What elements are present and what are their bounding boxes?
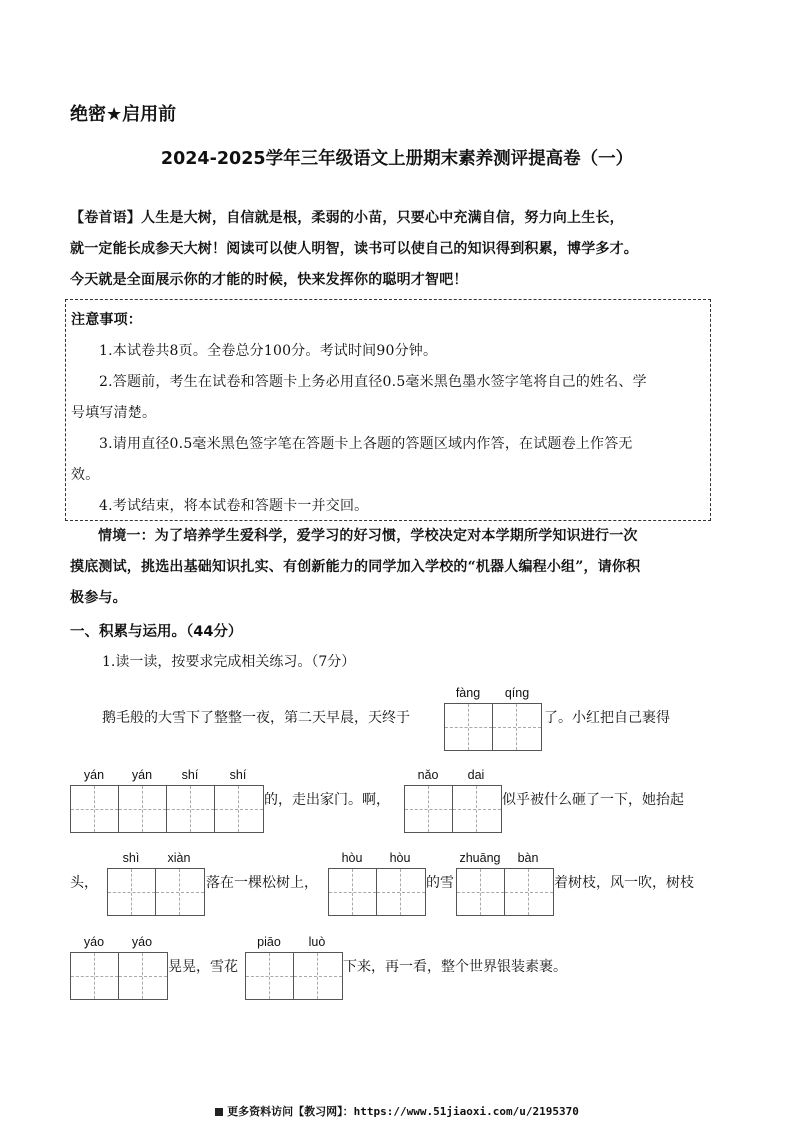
passage-text: 头， [70,875,98,891]
notes-item: 4.考试结束，将本试卷和答题卡一并交回。 [99,498,369,514]
pinyin: nǎo [417,768,439,782]
pinyin: fàng [455,686,481,700]
grid-cell[interactable] [71,786,119,832]
notes-item-cont: 效。 [71,467,100,483]
grid-cell[interactable] [119,786,167,832]
writing-grid[interactable] [70,785,264,833]
writing-grid[interactable] [70,952,168,1000]
passage-text: 的，走出家门。啊， [264,792,390,808]
grid-cell[interactable] [167,786,215,832]
pinyin: yán [83,768,105,782]
context-line: 摸底测试，挑选出基础知识扎实、有创新能力的同学加入学校的“机器人编程小组”，请你积 [70,559,641,575]
context-line: 极参与。 [70,590,127,606]
passage-text: 鹅毛般的大雪下了整整一夜，第二天早晨，天终于 [102,710,410,726]
passage-text: 下来，再一看，整个世界银装素裹。 [343,959,567,975]
passage-text: 了。小红把自己裹得 [544,710,670,726]
grid-cell[interactable] [329,869,377,915]
grid-cell[interactable] [294,953,342,999]
writing-grid[interactable] [107,868,205,916]
pinyin: luò [308,935,326,949]
passage-text: 的雪 [426,875,454,891]
writing-grid[interactable] [404,785,502,833]
grid-cell[interactable] [71,953,119,999]
grid-cell[interactable] [246,953,294,999]
context-line: 情境一：为了培养学生爱科学，爱学习的好习惯，学校决定对本学期所学知识进行一次 [98,528,638,544]
pinyin: yáo [131,935,153,949]
grid-cell[interactable] [445,704,493,750]
notes-item: 2.答题前，考生在试卷和答题卡上务必用直径0.5毫米黑色墨水签字笔将自己的姓名、学 [99,374,647,390]
notes-heading: 注意事项： [71,312,142,328]
question-prompt: 1.读一读，按要求完成相关练习。（7分） [102,654,356,670]
preface-line: 就一定能长成参天大树！阅读可以使人明智，读书可以使自己的知识得到积累，博学多才。 [70,241,638,257]
grid-cell[interactable] [119,953,167,999]
preface [70,203,720,296]
footer-link[interactable]: 更多资料访问【教习网】：https://www.51jiaoxi.com/u/2195370 [227,1105,579,1118]
pinyin: hòu [389,851,411,865]
pinyin: xiàn [167,851,191,865]
writing-grid[interactable] [444,703,542,751]
pinyin: qíng [504,686,530,700]
pinyin: bàn [517,851,539,865]
grid-cell[interactable] [108,869,156,915]
passage-text: 似乎被什么砸了一下，她抬起 [502,792,684,808]
writing-grid[interactable] [456,868,554,916]
grid-cell[interactable] [493,704,541,750]
notes-item: 3.请用直径0.5毫米黑色签字笔在答题卡上各题的答题区域内作答，在试题卷上作答无 [99,436,633,452]
pinyin: yán [131,768,153,782]
pinyin: piāo [257,935,281,949]
grid-cell[interactable] [453,786,501,832]
passage-text: 落在一棵松树上， [206,875,318,891]
passage-text: 晃晃，雪花 [168,959,238,975]
preface-line: 【卷首语】人生是大树，自信就是根，柔弱的小苗，只要心中充满自信，努力向上生长， [70,210,624,226]
pinyin: shì [122,851,140,865]
context-scenario [70,521,720,614]
pinyin: shí [181,768,199,782]
writing-grid[interactable] [328,868,426,916]
pinyin: zhuāng [459,851,501,865]
grid-cell[interactable] [156,869,204,915]
writing-grid[interactable] [245,952,343,1000]
footer [0,1103,794,1119]
grid-cell[interactable] [405,786,453,832]
notes [71,305,703,522]
pinyin: hòu [341,851,363,865]
grid-cell[interactable] [505,869,553,915]
exam-title: 2024-2025学年三年级语文上册期末素养测评提高卷（一） [160,149,634,169]
grid-cell[interactable] [377,869,425,915]
notes-item: 1.本试卷共8页。全卷总分100分。考试时间90分钟。 [99,343,438,359]
notes-item-cont: 号填写清楚。 [71,405,157,421]
pinyin: shí [229,768,247,782]
grid-cell[interactable] [215,786,263,832]
flag-icon [215,1108,223,1116]
passage-text: 着树枝，风一吹，树枝 [554,875,694,891]
preface-line: 今天就是全面展示你的才能的时候，快来发挥你的聪明才智吧！ [70,272,468,288]
pinyin: dai [467,768,485,782]
pinyin: yáo [83,935,105,949]
grid-cell[interactable] [457,869,505,915]
section-title: 一、积累与运用。（44分） [70,624,243,640]
confidential-label: 绝密★启用前 [70,104,177,125]
